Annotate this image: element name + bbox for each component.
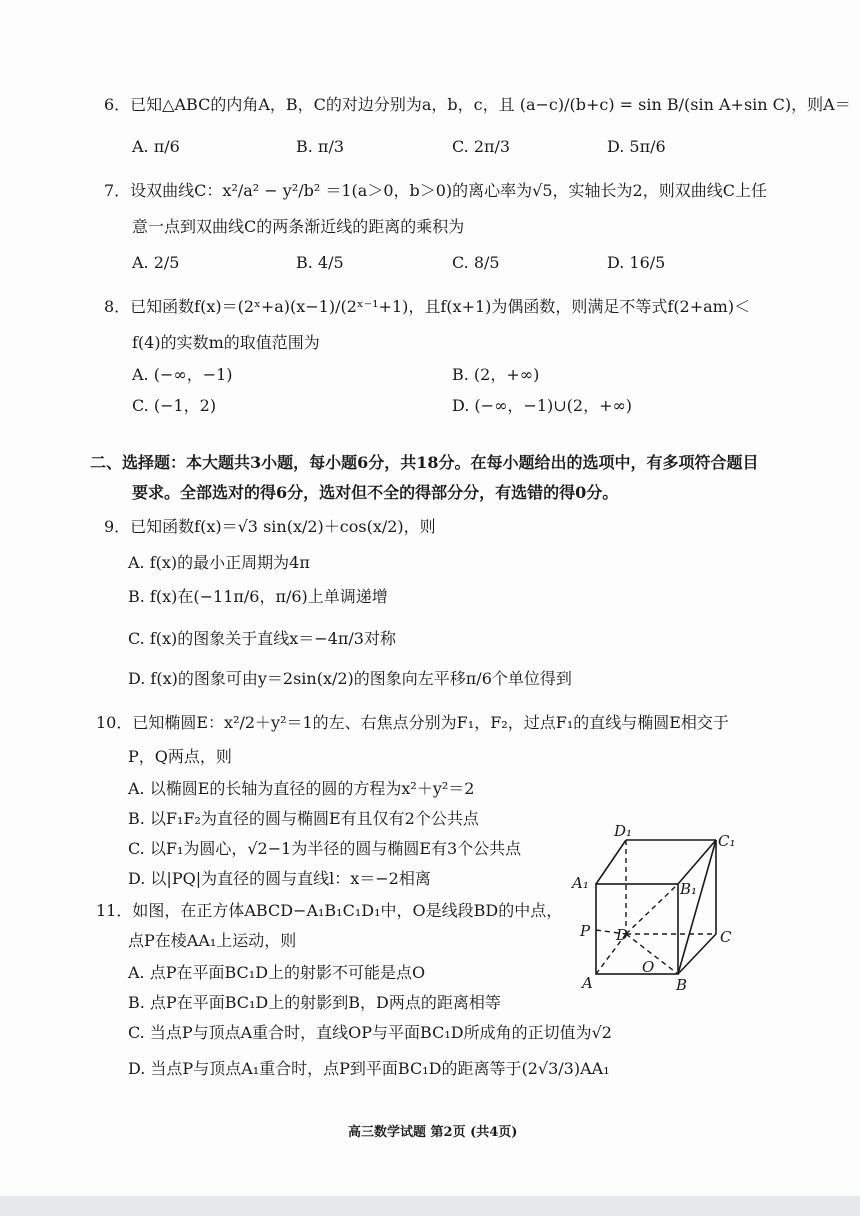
q9-option-d: D. f(x)的图象可由y＝2sin(x/2)的图象向左平移π/6个单位得到: [128, 669, 572, 688]
label-b1: B₁: [680, 880, 698, 898]
q9-option-b: B. f(x)在(−11π/6，π/6)上单调递增: [128, 587, 388, 606]
section-2-heading-cont: 要求。全部选对的得6分，选对但不全的得部分分，有选错的得0分。: [132, 483, 619, 502]
label-a1: A₁: [572, 874, 589, 892]
q9-stem: 9．已知函数f(x)＝√3 sin(x/2)＋cos(x/2)，则: [104, 517, 436, 536]
q6-option-d: D. 5π/6: [607, 137, 666, 156]
q8-option-d: D. (−∞，−1)∪(2，+∞): [452, 396, 633, 415]
hidden-segment-d-b1: [626, 884, 678, 934]
front-face: [596, 884, 678, 974]
q10-option-c: C. 以F₁为圆心，√2−1为半径的圆与椭圆E有3个公共点: [128, 839, 522, 858]
q11-option-a: A. 点P在平面BC₁D上的射影不可能是点O: [128, 963, 426, 982]
q6-option-a: A. π/6: [132, 137, 180, 156]
edge-a1-d1: [596, 840, 626, 884]
q8-stem-line1: 8．已知函数f(x)＝(2ˣ+a)(x−1)/(2ˣ⁻¹+1)，且f(x+1)为偶函数，则满足不等式f(2+am)＜: [104, 297, 751, 316]
q7-stem-line1: 7．设双曲线C：x²/a² − y²/b² ＝1(a＞0，b＞0)的离心率为√5，实轴长为2，则双曲线C上任: [104, 181, 767, 200]
q10-option-d: D. 以|PQ|为直径的圆与直线l：x＝−2相离: [128, 869, 431, 888]
q10-option-a: A. 以椭圆E的长轴为直径的圆的方程为x²＋y²＝2: [128, 779, 475, 798]
q8-option-b: B. (2，+∞): [452, 365, 540, 384]
q8-option-c: C. (−1，2): [132, 396, 217, 415]
scan-bottom-edge: [0, 1196, 860, 1216]
label-d1: D₁: [614, 822, 633, 840]
q11-stem-line2: 点P在棱AA₁上运动，则: [128, 931, 297, 950]
page-footer: 高三数学试题 第2页 (共4页): [348, 1125, 518, 1140]
q9-option-a: A. f(x)的最小正周期为4π: [128, 553, 310, 572]
q10-option-b: B. 以F₁F₂为直径的圆与椭圆E有且仅有2个公共点: [128, 809, 479, 828]
q11-option-c: C. 当点P与顶点A重合时，直线OP与平面BC₁D所成角的正切值为√2: [128, 1023, 612, 1042]
label-b: B: [676, 976, 688, 994]
section-2-heading: 二、选择题：本大题共3小题，每小题6分，共18分。在每小题给出的选项中，有多项符合题目: [90, 453, 759, 472]
q7-option-a: A. 2/5: [132, 253, 180, 272]
q7-option-b: B. 4/5: [296, 253, 344, 272]
q11-option-b: B. 点P在平面BC₁D上的射影到B，D两点的距离相等: [128, 993, 501, 1012]
q11-option-d: D. 当点P与顶点A₁重合时，点P到平面BC₁D的距离等于(2√3/3)AA₁: [128, 1059, 610, 1078]
q11-stem-line1: 11．如图，在正方体ABCD−A₁B₁C₁D₁中，O是线段BD的中点，: [96, 901, 563, 920]
q8-stem-line2: f(4)的实数m的取值范围为: [132, 333, 320, 352]
q7-option-c: C. 8/5: [452, 253, 500, 272]
label-d: D: [616, 926, 629, 944]
q10-stem-line1: 10．已知椭圆E：x²/2＋y²＝1的左、右焦点分别为F₁，F₂，过点F₁的直线与椭圆E相交于: [96, 713, 729, 732]
q6-stem: 6．已知△ABC的内角A，B，C的对边分别为a，b，c，且 (a−c)/(b+c) = sin B/(sin A+sin C)，则A＝: [104, 95, 851, 114]
q9-option-c: C. f(x)的图象关于直线x＝−4π/3对称: [128, 629, 396, 648]
q7-option-d: D. 16/5: [607, 253, 666, 272]
q8-option-a: A. (−∞，−1): [132, 365, 233, 384]
q6-option-b: B. π/3: [296, 137, 345, 156]
label-a: A: [582, 974, 593, 992]
q7-stem-line2: 意一点到双曲线C的两条渐近线的距离的乘积为: [132, 217, 465, 236]
label-c1: C₁: [718, 832, 736, 850]
q10-stem-line2: P，Q两点，则: [128, 747, 232, 766]
label-p: P: [580, 922, 591, 940]
label-o: O: [642, 958, 655, 976]
cube-figure: [570, 822, 750, 1002]
label-c: C: [720, 928, 732, 946]
q6-option-c: C. 2π/3: [452, 137, 511, 156]
